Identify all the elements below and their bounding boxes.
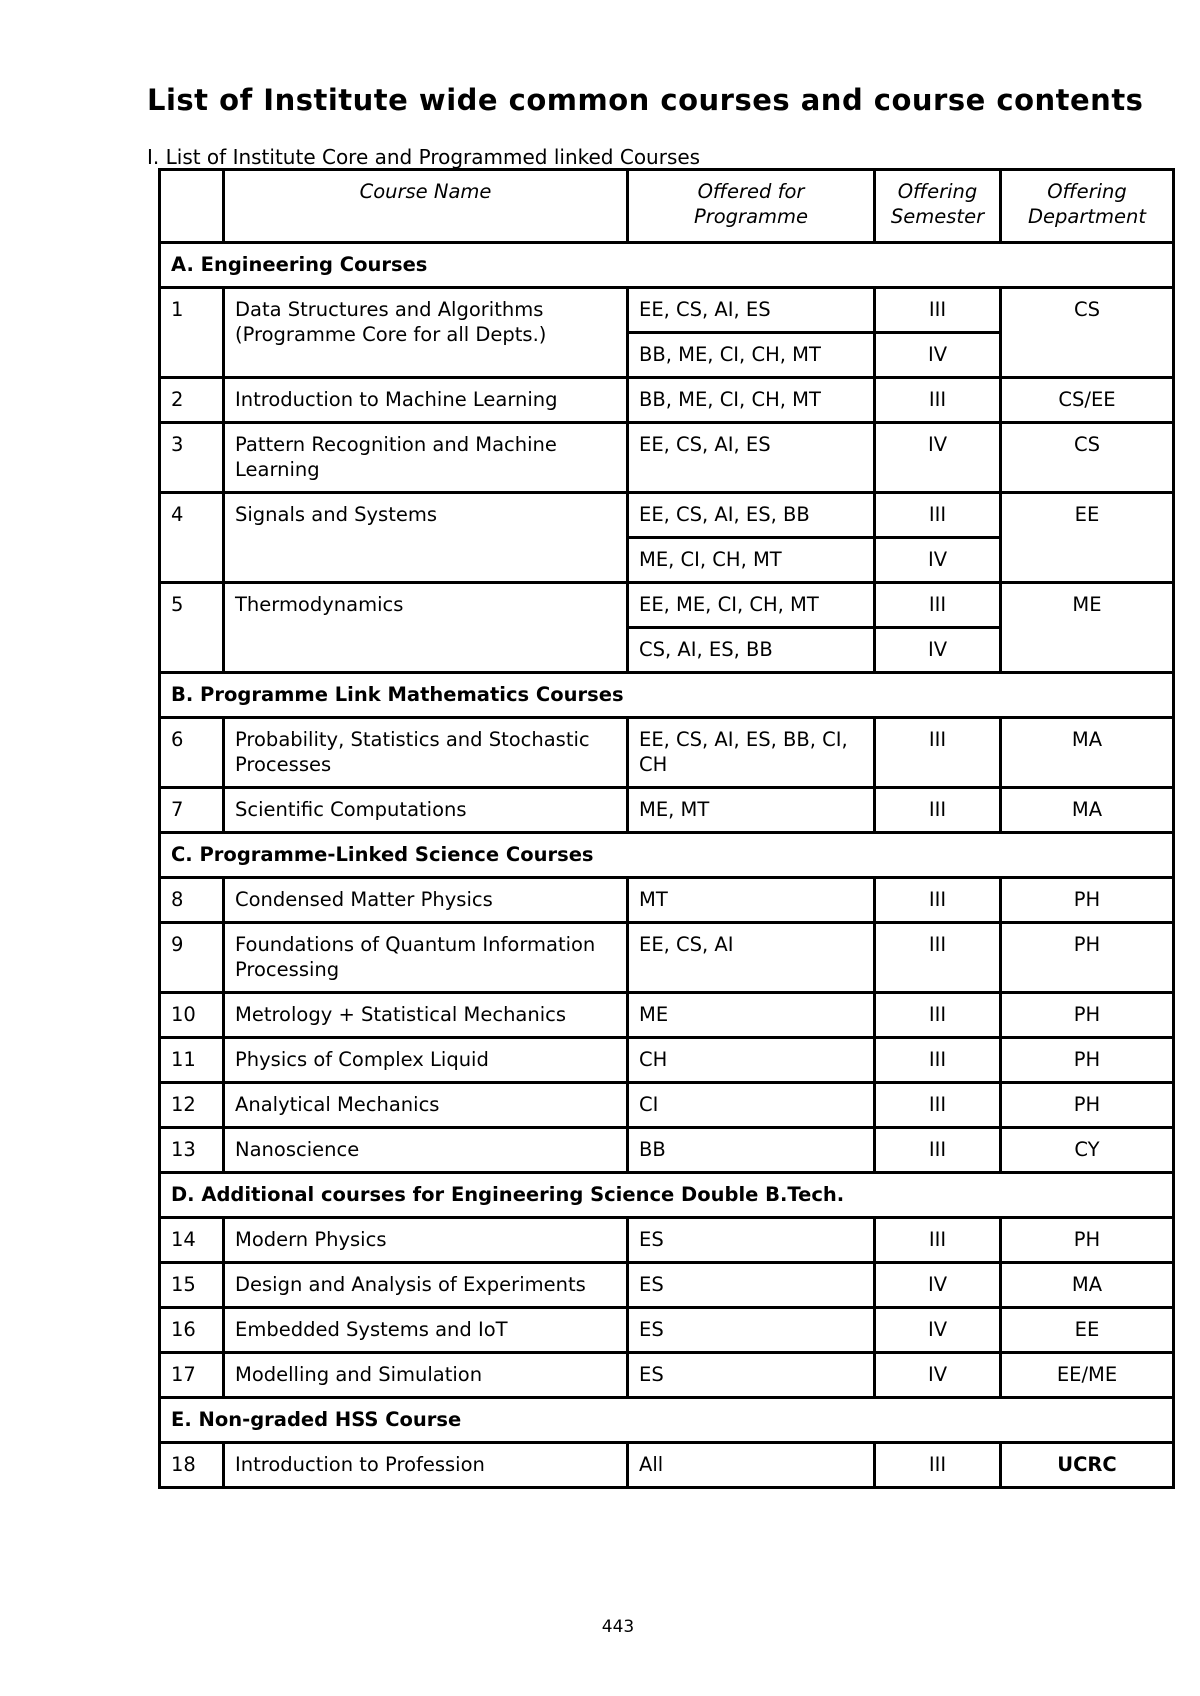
course-name: Nanoscience: [224, 1128, 628, 1173]
course-department: PH: [1001, 993, 1174, 1038]
course-num: 10: [160, 993, 224, 1038]
course-num: 17: [160, 1353, 224, 1398]
course-name: Introduction to Profession: [224, 1443, 628, 1488]
course-semester: III: [875, 1038, 1001, 1083]
course-programme: EE, CS, AI, ES: [628, 288, 875, 333]
course-programme: ME, CI, CH, MT: [628, 538, 875, 583]
course-name: Thermodynamics: [224, 583, 628, 673]
table-row: [160, 718, 1174, 788]
course-semester: III: [875, 923, 1001, 993]
course-semester: III: [875, 1443, 1001, 1488]
course-programme: ES: [628, 1308, 875, 1353]
course-num: 9: [160, 923, 224, 993]
course-programme: BB, ME, CI, CH, MT: [628, 378, 875, 423]
page-number: 443: [601, 1617, 635, 1637]
course-department: CY: [1001, 1128, 1174, 1173]
course-programme: CI: [628, 1083, 875, 1128]
course-num: 18: [160, 1443, 224, 1488]
course-semester: IV: [875, 628, 1001, 673]
page-title: List of Institute wide common courses and course contents: [147, 83, 1144, 117]
courses-table: [158, 168, 1175, 1489]
table-row: [160, 993, 1174, 1038]
course-department: EE: [1001, 1308, 1174, 1353]
table-row: [160, 288, 1174, 333]
category-row: [160, 673, 1174, 718]
header-offered-for-line2: Programme: [693, 205, 809, 228]
course-num: 14: [160, 1218, 224, 1263]
course-semester: IV: [875, 538, 1001, 583]
course-semester: III: [875, 1083, 1001, 1128]
course-department: PH: [1001, 878, 1174, 923]
table-row: [160, 878, 1174, 923]
table-row: [160, 1308, 1174, 1353]
course-num: 6: [160, 718, 224, 788]
header-semester: [875, 170, 1001, 243]
course-programme: EE, CS, AI: [628, 923, 875, 993]
course-semester: III: [875, 1128, 1001, 1173]
course-num: 5: [160, 583, 224, 673]
course-num: 1: [160, 288, 224, 378]
course-name: Data Structures and Algorithms (Programme Core for all Depts.): [224, 288, 628, 378]
course-name: Scientific Computations: [224, 788, 628, 833]
table-row: [160, 1263, 1174, 1308]
category-row: [160, 1398, 1174, 1443]
course-programme: CS, AI, ES, BB: [628, 628, 875, 673]
category-row: [160, 833, 1174, 878]
course-department: MA: [1001, 788, 1174, 833]
category-row: [160, 1173, 1174, 1218]
section-title: I. List of Institute Core and Programmed linked Courses: [147, 145, 701, 169]
course-semester: III: [875, 718, 1001, 788]
category-row: [160, 243, 1174, 288]
course-name: Physics of Complex Liquid: [224, 1038, 628, 1083]
course-num: 11: [160, 1038, 224, 1083]
table-header-row: [160, 170, 1174, 243]
course-department: PH: [1001, 923, 1174, 993]
header-course-name: Course Name: [224, 170, 628, 243]
course-semester: III: [875, 993, 1001, 1038]
header-department-line1: Offering: [1047, 180, 1127, 203]
table-row: [160, 1128, 1174, 1173]
course-num: 12: [160, 1083, 224, 1128]
course-semester: IV: [875, 333, 1001, 378]
header-offered-for-line1: Offered for: [697, 180, 805, 203]
course-department: CS/EE: [1001, 378, 1174, 423]
course-name: Analytical Mechanics: [224, 1083, 628, 1128]
header-num: [160, 170, 224, 243]
course-semester: III: [875, 788, 1001, 833]
course-semester: IV: [875, 1263, 1001, 1308]
course-semester: III: [875, 1218, 1001, 1263]
course-num: 3: [160, 423, 224, 493]
category-hss: E. Non-graded HSS Course: [160, 1398, 1174, 1443]
category-mathematics: B. Programme Link Mathematics Courses: [160, 673, 1174, 718]
course-programme: EE, CS, AI, ES: [628, 423, 875, 493]
course-department: PH: [1001, 1218, 1174, 1263]
course-semester: IV: [875, 1353, 1001, 1398]
course-department: PH: [1001, 1038, 1174, 1083]
course-programme: ES: [628, 1218, 875, 1263]
course-name: Probability, Statistics and Stochastic Processes: [224, 718, 628, 788]
course-department: EE: [1001, 493, 1174, 583]
course-name: Modelling and Simulation: [224, 1353, 628, 1398]
table-row: [160, 1218, 1174, 1263]
course-name: Foundations of Quantum Information Processing: [224, 923, 628, 993]
course-programme: BB, ME, CI, CH, MT: [628, 333, 875, 378]
course-department: MA: [1001, 718, 1174, 788]
header-semester-line2: Semester: [890, 205, 985, 228]
course-num: 8: [160, 878, 224, 923]
course-name: Design and Analysis of Experiments: [224, 1263, 628, 1308]
table-row: [160, 423, 1174, 493]
course-name: Modern Physics: [224, 1218, 628, 1263]
course-name: Signals and Systems: [224, 493, 628, 583]
table-row: [160, 1443, 1174, 1488]
course-semester: IV: [875, 423, 1001, 493]
table-row: [160, 923, 1174, 993]
course-programme: EE, CS, AI, ES, BB: [628, 493, 875, 538]
course-semester: IV: [875, 1308, 1001, 1353]
header-department-line2: Department: [1028, 205, 1146, 228]
course-name: Condensed Matter Physics: [224, 878, 628, 923]
course-programme: EE, ME, CI, CH, MT: [628, 583, 875, 628]
course-semester: III: [875, 583, 1001, 628]
course-programme: ES: [628, 1263, 875, 1308]
header-department: [1001, 170, 1174, 243]
table-row: [160, 1353, 1174, 1398]
course-name: Pattern Recognition and Machine Learning: [224, 423, 628, 493]
course-num: 15: [160, 1263, 224, 1308]
table-row: [160, 493, 1174, 538]
course-department: PH: [1001, 1083, 1174, 1128]
table-row: [160, 1038, 1174, 1083]
course-programme: BB: [628, 1128, 875, 1173]
course-department: EE/ME: [1001, 1353, 1174, 1398]
course-num: 7: [160, 788, 224, 833]
course-num: 2: [160, 378, 224, 423]
header-semester-line1: Offering: [897, 180, 978, 203]
course-department: MA: [1001, 1263, 1174, 1308]
course-num: 4: [160, 493, 224, 583]
table-row: [160, 788, 1174, 833]
category-science: C. Programme-Linked Science Courses: [160, 833, 1174, 878]
course-semester: III: [875, 378, 1001, 423]
course-department: UCRC: [1001, 1443, 1174, 1488]
course-name: Metrology + Statistical Mechanics: [224, 993, 628, 1038]
course-programme: CH: [628, 1038, 875, 1083]
course-department: ME: [1001, 583, 1174, 673]
course-programme: ES: [628, 1353, 875, 1398]
course-semester: III: [875, 878, 1001, 923]
table-row: [160, 378, 1174, 423]
course-programme: MT: [628, 878, 875, 923]
course-semester: III: [875, 493, 1001, 538]
header-offered-for: [628, 170, 875, 243]
course-department: CS: [1001, 423, 1174, 493]
course-programme: ME: [628, 993, 875, 1038]
course-num: 13: [160, 1128, 224, 1173]
table-row: [160, 1083, 1174, 1128]
category-double-btech: D. Additional courses for Engineering Science Double B.Tech.: [160, 1173, 1174, 1218]
course-department: CS: [1001, 288, 1174, 378]
table-row: [160, 583, 1174, 628]
course-programme: All: [628, 1443, 875, 1488]
course-name: Embedded Systems and IoT: [224, 1308, 628, 1353]
category-engineering: A. Engineering Courses: [160, 243, 1174, 288]
course-name: Introduction to Machine Learning: [224, 378, 628, 423]
course-semester: III: [875, 288, 1001, 333]
course-programme: EE, CS, AI, ES, BB, CI, CH: [628, 718, 875, 788]
course-num: 16: [160, 1308, 224, 1353]
course-programme: ME, MT: [628, 788, 875, 833]
